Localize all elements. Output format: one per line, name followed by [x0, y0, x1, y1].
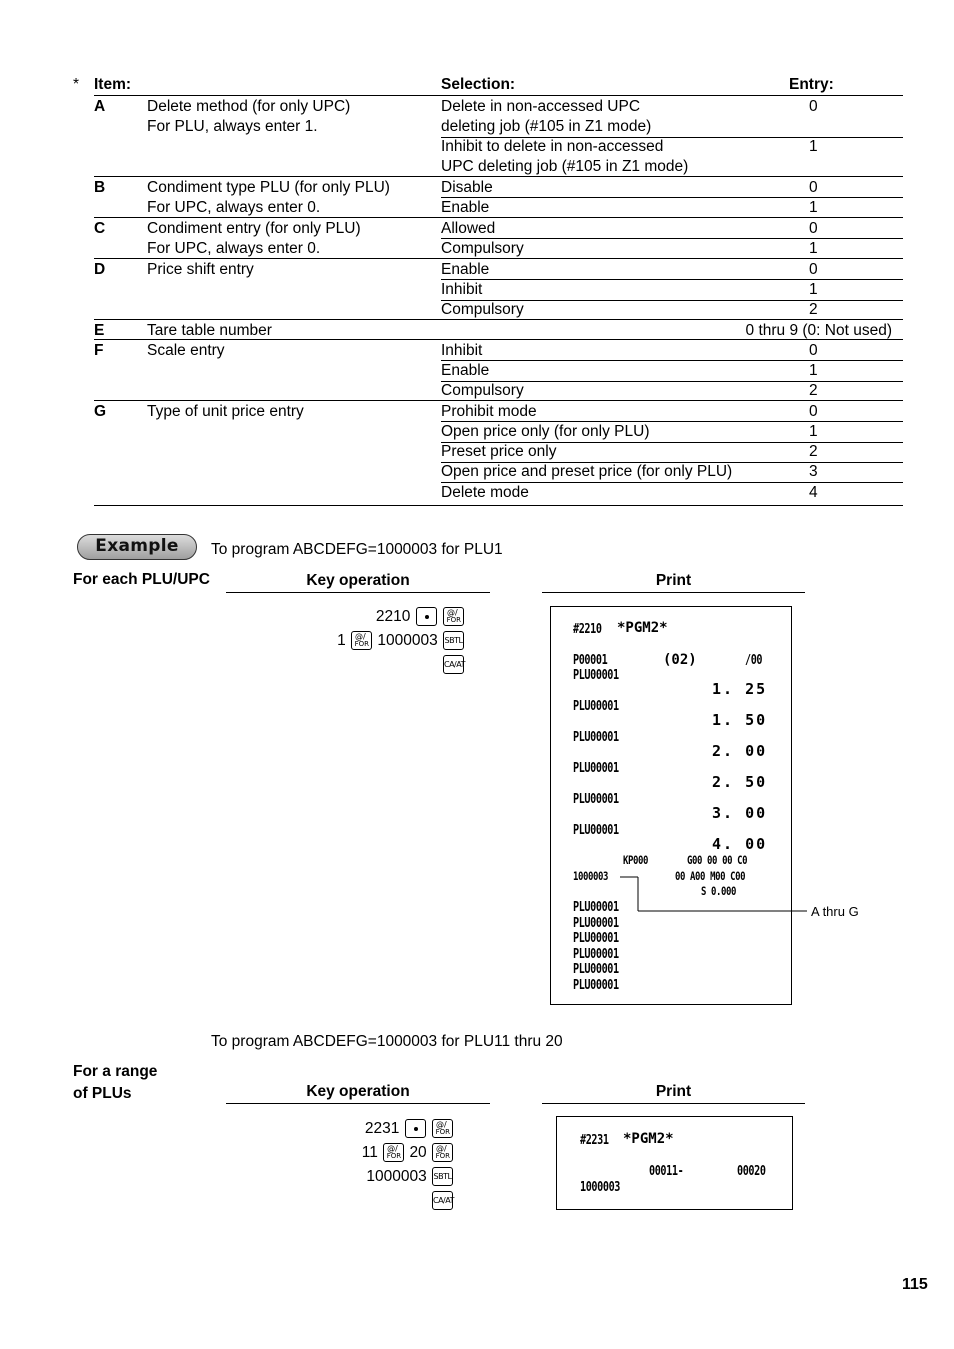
key-operation-header-1: Key operation — [306, 572, 410, 589]
section-label-range-2: of PLUs — [73, 1085, 132, 1102]
row-description: Type of unit price entry — [147, 402, 304, 420]
header-item: Item: — [94, 76, 132, 93]
row-description: For UPC, always enter 0. — [147, 198, 321, 216]
entry-value: 0 — [809, 260, 818, 278]
key-line — [376, 606, 465, 628]
receipt-print-2 — [556, 1116, 793, 1210]
receipt-status-line-2: 00 A00 M00 C00 — [675, 869, 746, 883]
row-description: Delete method (for only UPC) — [147, 97, 351, 115]
receipt-plu-line: PLU00001 — [573, 962, 619, 977]
receipt-p-right: /00 — [745, 653, 763, 668]
receipt-price: 1. 50 — [712, 711, 768, 729]
receipt-kp: KP000 — [623, 853, 649, 867]
receipt-plu-line: PLU00001 — [573, 915, 619, 931]
receipt-p-code: P00001 — [573, 653, 608, 668]
selection-text: Preset price only — [441, 443, 557, 461]
entry-value: 0 — [809, 178, 818, 196]
entry-range-text: 0 thru 9 (0: Not used) — [745, 321, 892, 339]
receipt-plu-line: PLU00001 — [573, 931, 619, 946]
selection-text: Allowed — [441, 219, 496, 237]
header-selection: Selection: — [441, 76, 516, 93]
row-letter: C — [94, 219, 106, 237]
receipt-plu-line: PLU00001 — [573, 699, 619, 714]
entry-value: 0 — [809, 97, 818, 115]
selection-text: Prohibit mode — [441, 402, 537, 420]
receipt-price: 2. 50 — [712, 773, 768, 791]
entry-value: 1 — [809, 361, 818, 379]
key-line — [431, 1190, 454, 1212]
row-description: Condiment type PLU (for only PLU) — [147, 178, 390, 196]
selection-text: Disable — [441, 178, 493, 196]
receipt-plu-line: PLU00001 — [573, 730, 619, 745]
cash-key-icon: CA/AT — [443, 655, 464, 674]
receipt-code: 1000003 — [580, 1180, 621, 1195]
entry-value: 2 — [809, 382, 818, 400]
decimal-point-key-icon — [416, 607, 437, 626]
key-operation-rule-2 — [226, 1103, 490, 1104]
row-description: For PLU, always enter 1. — [147, 117, 318, 135]
subtotal-key-icon: SBTL — [432, 1167, 453, 1186]
row-letter: A — [94, 97, 106, 115]
key-operation-rule-1 — [226, 592, 490, 593]
row-letter: D — [94, 260, 106, 278]
entry-value: 0 — [809, 341, 818, 359]
row-description: Scale entry — [147, 341, 225, 359]
selection-text: UPC deleting job (#105 in Z1 mode) — [441, 158, 689, 176]
key-entry-number: 2210 — [375, 608, 411, 625]
selection-text: Compulsory — [441, 239, 524, 257]
receipt-plu-line: PLU00001 — [573, 792, 619, 807]
receipt-price: 1. 25 — [712, 680, 768, 698]
print-rule-2 — [542, 1103, 805, 1104]
entry-value: 1 — [809, 280, 818, 298]
key-line — [365, 1118, 454, 1140]
row-description: Price shift entry — [147, 260, 254, 278]
receipt-plu-line: PLU00001 — [573, 977, 619, 993]
selection-text: Delete mode — [441, 483, 529, 501]
callout-connector — [600, 860, 820, 920]
subtotal-key-icon: SBTL — [443, 631, 464, 650]
row-letter: B — [94, 178, 106, 196]
key-entry-number: 1000003 — [366, 1168, 427, 1185]
receipt-program-title: *PGM2* — [617, 620, 668, 636]
key-entry-number: 11 — [361, 1144, 378, 1161]
callout-label: A thru G — [811, 904, 859, 919]
receipt-price: 3. 00 — [712, 804, 768, 822]
example-caption-2: To program ABCDEFG=1000003 for PLU11 thru 20 — [211, 1033, 563, 1050]
asterisk-mark: * — [73, 76, 80, 93]
entry-value: 3 — [809, 463, 818, 481]
receipt-plu-line: PLU00001 — [573, 761, 619, 776]
entry-value: 1 — [809, 239, 818, 257]
key-entry-number: 2231 — [364, 1120, 400, 1137]
example-badge: Example — [77, 534, 197, 560]
print-header-2: Print — [655, 1083, 692, 1100]
cash-key-icon: CA/AT — [432, 1191, 453, 1210]
receipt-program-number: #2210 — [573, 622, 602, 637]
at-for-key-icon: @/ FOR — [432, 1143, 453, 1162]
receipt-status-line-1: G00 00 00 C0 — [687, 853, 748, 867]
receipt-range-from: 00011- — [649, 1164, 684, 1179]
at-for-key-icon: @/ FOR — [351, 631, 372, 650]
key-line — [337, 630, 465, 652]
at-for-key-icon: @/ FOR — [432, 1119, 453, 1138]
selection-text: Compulsory — [441, 382, 524, 400]
selection-text: Enable — [441, 361, 490, 379]
receipt-program-number: #2231 — [580, 1133, 609, 1148]
entry-value: 1 — [809, 198, 818, 216]
receipt-plu-line: PLU00001 — [573, 668, 619, 683]
entry-value: 2 — [809, 301, 818, 319]
receipt-price: 2. 00 — [712, 742, 768, 760]
section-label-each-plu: For each PLU/UPC — [73, 571, 210, 588]
option-rule — [441, 360, 903, 361]
option-rule — [441, 197, 903, 198]
entry-value: 0 — [809, 402, 818, 420]
at-for-key-icon: @/ FOR — [443, 607, 464, 626]
receipt-code: 1000003 — [573, 869, 609, 883]
print-rule-1 — [542, 592, 805, 593]
key-operation-header-2: Key operation — [306, 1083, 410, 1100]
key-sequence-1 — [226, 606, 465, 682]
receipt-print-1 — [550, 606, 792, 1005]
entry-value: 4 — [809, 483, 818, 501]
row-letter: F — [94, 341, 104, 359]
header-entry: Entry: — [789, 76, 834, 93]
option-rule — [441, 279, 903, 280]
selection-text: Inhibit — [441, 341, 483, 359]
row-description: Tare table number — [147, 321, 272, 339]
row-letter: E — [94, 321, 105, 339]
example-caption-1: To program ABCDEFG=1000003 for PLU1 — [211, 541, 503, 558]
row-description: Condiment entry (for only PLU) — [147, 219, 361, 237]
entry-value: 0 — [809, 219, 818, 237]
row-description: For UPC, always enter 0. — [147, 239, 321, 257]
receipt-dept: (02) — [663, 652, 697, 668]
receipt-plu-line: PLU00001 — [573, 823, 619, 838]
print-header-1: Print — [655, 572, 692, 589]
receipt-plu-line: PLU00001 — [573, 946, 619, 962]
decimal-point-key-icon — [405, 1119, 426, 1138]
key-line — [442, 654, 465, 676]
key-line — [366, 1166, 454, 1188]
receipt-range-to: 00020 — [737, 1164, 766, 1179]
key-entry-number: 1000003 — [377, 632, 438, 649]
receipt-plu-line: PLU00001 — [573, 900, 619, 915]
selection-text: Inhibit to delete in non-accessed — [441, 138, 664, 156]
entry-value: 1 — [809, 422, 818, 440]
selection-text: Enable — [441, 198, 490, 216]
selection-text: Open price and preset price (for only PLU) — [441, 463, 733, 481]
selection-text: Delete in non-accessed UPC — [441, 97, 641, 115]
selection-text: Inhibit — [441, 280, 483, 298]
key-sequence-2 — [226, 1118, 454, 1218]
key-line — [362, 1142, 454, 1164]
receipt-program-title: *PGM2* — [623, 1131, 674, 1147]
entry-value: 2 — [809, 443, 818, 461]
selection-text: deleting job (#105 in Z1 mode) — [441, 117, 652, 135]
row-letter: G — [94, 402, 107, 420]
page-number: 115 — [902, 1276, 928, 1293]
entry-value: 1 — [809, 138, 818, 156]
key-entry-number: 1 — [337, 632, 346, 649]
selection-text: Open price only (for only PLU) — [441, 422, 650, 440]
receipt-status-line-3: S 0.000 — [701, 884, 737, 898]
receipt-price: 4. 00 — [712, 835, 768, 853]
section-label-range-1: For a range — [73, 1063, 158, 1080]
key-entry-number: 20 — [409, 1144, 427, 1161]
table-bottom-rule — [94, 505, 903, 506]
selection-text: Compulsory — [441, 301, 524, 319]
at-for-key-icon: @/ FOR — [383, 1143, 404, 1162]
selection-text: Enable — [441, 260, 490, 278]
